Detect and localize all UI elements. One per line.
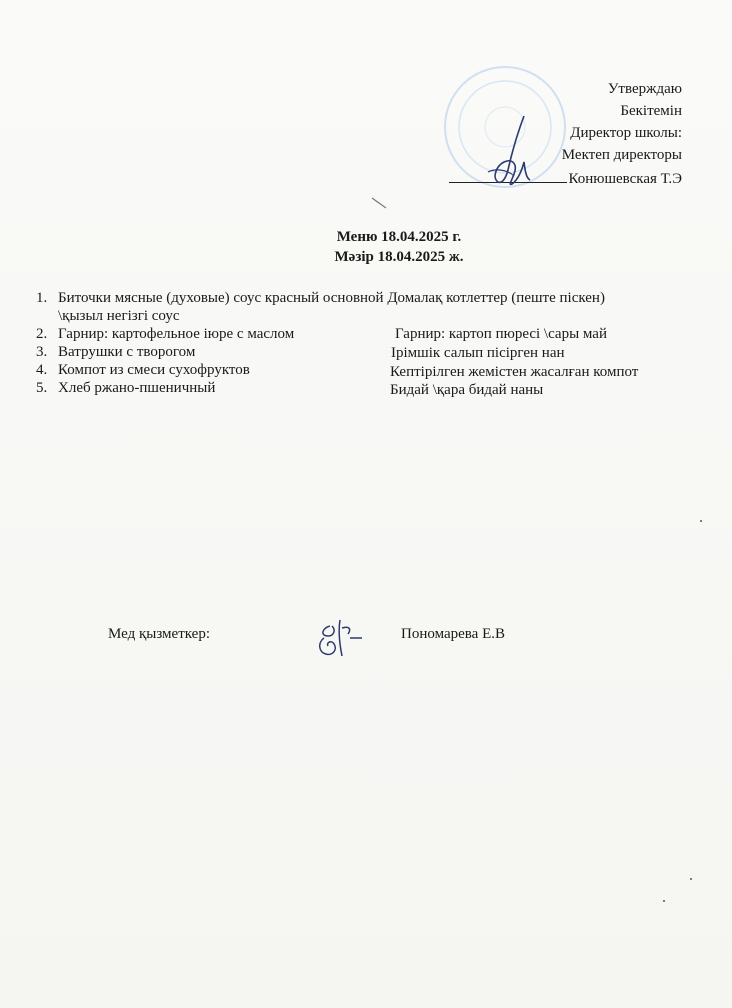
- menu-item-2: [36, 325, 294, 343]
- medic-name: Пономарева Е.В: [401, 626, 505, 642]
- item-text: Гарнир: картофельное іюре с маслом: [58, 326, 295, 342]
- director-signature: [478, 112, 548, 192]
- item-text: Биточки мясные (духовые) соус красный основной Домалақ котлеттер (пеште піскен): [58, 290, 605, 306]
- medic-label: Мед қызметкер:: [108, 626, 211, 642]
- approval-line-3: Директор школы:: [570, 125, 682, 141]
- menu-item-2-kz: Гарнир: картоп пюресі \сары май: [395, 326, 607, 342]
- menu-item-4-kz: Кептірілген жемістен жасалған компот: [390, 364, 639, 380]
- menu-item-4: [36, 361, 250, 379]
- approval-line-1: Утверждаю: [607, 81, 682, 97]
- item-number: 4.: [36, 362, 48, 378]
- menu-item-3-kz: Ірімшік салып пісірген нан: [391, 345, 565, 361]
- menu-item-1-continued: \қызыл негізгі соус: [58, 308, 180, 324]
- item-number: 2.: [36, 326, 48, 342]
- approval-line-2: Бекітемін: [620, 103, 682, 119]
- medic-signature: [312, 616, 368, 660]
- item-number: 3.: [36, 344, 48, 360]
- item-text: Компот из смеси сухофруктов: [58, 362, 250, 378]
- pen-mark: [370, 196, 390, 210]
- scan-speck: [700, 520, 702, 522]
- scan-speck: [663, 900, 665, 902]
- item-number: 5.: [36, 380, 48, 396]
- menu-item-5: [36, 379, 215, 397]
- menu-item-3: [36, 343, 195, 361]
- item-text: Ватрушки с творогом: [58, 344, 196, 360]
- menu-title-kz: Мәзір 18.04.2025 ж.: [334, 249, 464, 265]
- menu-item-1: [36, 289, 605, 307]
- director-name: Конюшевская Т.Э: [568, 171, 682, 187]
- item-text: Хлеб ржано-пшеничный: [58, 380, 216, 396]
- scan-speck: [690, 878, 692, 880]
- menu-title-ru: Меню 18.04.2025 г.: [336, 229, 462, 245]
- item-number: 1.: [36, 290, 48, 306]
- menu-item-5-kz: Бидай \қара бидай наны: [390, 382, 544, 398]
- approval-line-4: Мектеп директоры: [561, 147, 682, 163]
